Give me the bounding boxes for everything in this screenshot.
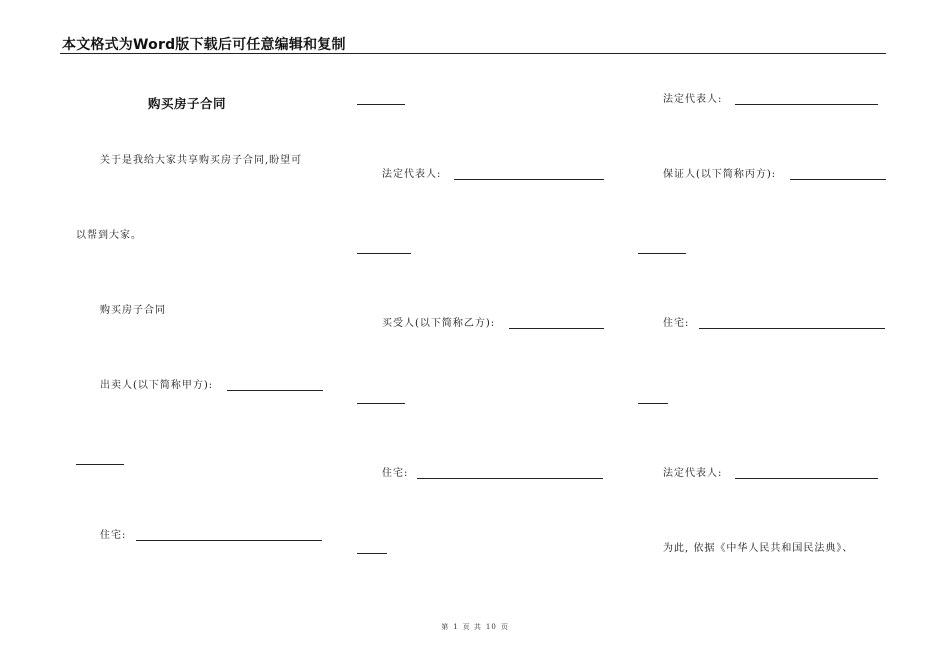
seller-legal-rep-continuation — [357, 253, 411, 254]
guarantor-legal-rep-label: 法定代表人: — [663, 468, 723, 479]
guarantor-blank-line — [790, 179, 886, 180]
guarantor-residence-continuation — [638, 403, 668, 404]
page-suffix: 页 — [500, 623, 509, 631]
col2-top-blank-line — [357, 104, 405, 105]
buyer-label: 买受人(以下简称乙方): — [382, 318, 496, 329]
seller-residence-label: 住宅: — [100, 530, 127, 541]
guarantor-residence-label: 住宅: — [663, 318, 690, 329]
buyer-blank-continuation — [357, 403, 405, 404]
buyer-legal-rep-label: 法定代表人: — [663, 94, 723, 105]
seller-blank-continuation — [76, 464, 124, 465]
seller-label: 出卖人(以下简称甲方): — [100, 380, 214, 391]
guarantor-legal-rep-blank-line — [735, 478, 878, 479]
page-footer — [0, 622, 950, 632]
page-mid: 页 共 — [462, 623, 482, 631]
header-divider — [60, 53, 886, 54]
guarantor-label: 保证人(以下简称丙方): — [663, 169, 777, 180]
buyer-residence-continuation — [357, 553, 387, 554]
document-header-title: 本文格式为Word版下载后可任意编辑和复制 — [62, 37, 346, 53]
intro-text-line-2: 以帮到大家。 — [76, 230, 142, 241]
seller-legal-rep-label: 法定代表人: — [382, 169, 442, 180]
legal-basis-text: 为此, 依据《中华人民共和国民法典》、 — [663, 543, 854, 554]
seller-legal-rep-blank-line — [454, 179, 604, 180]
guarantor-blank-continuation — [638, 253, 686, 254]
buyer-residence-blank-line — [417, 478, 603, 479]
page-prefix: 第 — [441, 623, 450, 631]
buyer-blank-line — [509, 328, 604, 329]
contract-title: 购买房子合同 — [148, 96, 227, 111]
seller-residence-blank-line — [136, 540, 322, 541]
guarantor-residence-blank-line — [699, 328, 885, 329]
buyer-legal-rep-blank-line — [735, 104, 878, 105]
contract-subtitle: 购买房子合同 — [100, 305, 166, 316]
page-total-number: 10 — [485, 623, 497, 631]
buyer-residence-label: 住宅: — [382, 468, 409, 479]
seller-blank-line — [227, 390, 323, 391]
page-current-number: 1 — [453, 623, 459, 631]
intro-text-line-1: 关于是我给大家共享购买房子合同,盼望可 — [100, 155, 303, 166]
